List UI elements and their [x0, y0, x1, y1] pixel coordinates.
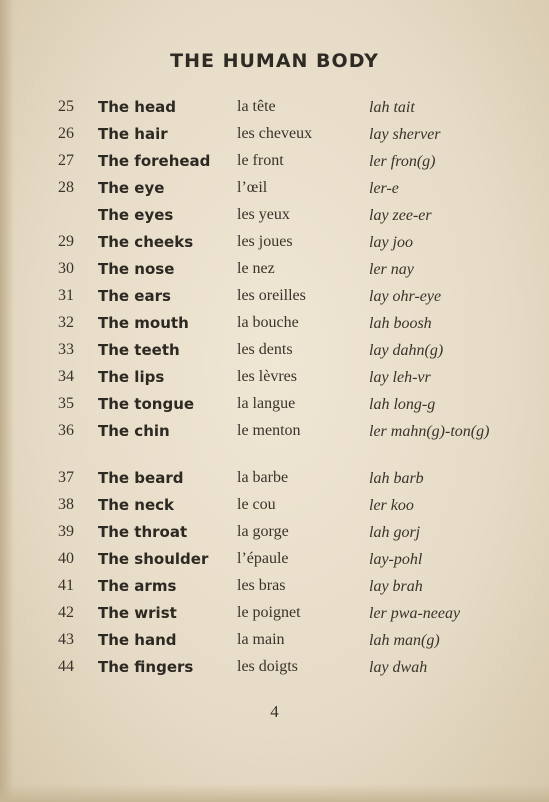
french-term: la tête: [237, 98, 276, 115]
entry-number: 33: [58, 341, 74, 358]
vocabulary-entry: [0, 287, 549, 313]
french-term: les oreilles: [237, 287, 306, 304]
pronunciation: lay sherver: [369, 126, 441, 143]
vocabulary-entry: [0, 422, 549, 448]
entry-number: 38: [58, 496, 74, 513]
french-term: les joues: [237, 233, 293, 250]
entry-number: 39: [58, 523, 74, 540]
entry-number: 34: [58, 368, 74, 385]
vocabulary-entry: [0, 368, 549, 394]
french-term: le cou: [237, 496, 276, 513]
french-term: la main: [237, 631, 285, 648]
english-term: The nose: [98, 260, 175, 278]
pronunciation: ler-e: [369, 180, 399, 197]
entry-number: 27: [58, 152, 74, 169]
french-term: les yeux: [237, 206, 290, 223]
english-term: The forehead: [98, 152, 211, 170]
english-term: The ears: [98, 287, 171, 305]
english-term: The neck: [98, 496, 175, 514]
entry-number: 30: [58, 260, 74, 277]
entry-number: 32: [58, 314, 74, 331]
pronunciation: lay zee-er: [369, 207, 432, 224]
entry-number: 36: [58, 422, 74, 439]
english-term: The mouth: [98, 314, 189, 332]
entry-number: 40: [58, 550, 74, 567]
vocabulary-entry: [0, 206, 549, 232]
entry-number: 29: [58, 233, 74, 250]
vocabulary-entry: [0, 550, 549, 576]
page-title: THE HUMAN BODY: [170, 50, 379, 72]
english-term: The head: [98, 98, 177, 116]
vocabulary-entry: [0, 314, 549, 340]
pronunciation: lah gorj: [369, 524, 421, 541]
vocabulary-entry: [0, 179, 549, 205]
vocabulary-entry: [0, 260, 549, 286]
pronunciation: lay dahn(g): [369, 342, 444, 359]
pronunciation: lay brah: [369, 578, 423, 595]
entry-number: 37: [58, 469, 74, 486]
entry-number: 43: [58, 631, 74, 648]
entry-number: 35: [58, 395, 74, 412]
french-term: le menton: [237, 422, 301, 439]
entry-number: 41: [58, 577, 74, 594]
french-term: la gorge: [237, 523, 289, 540]
french-term: le poignet: [237, 604, 301, 621]
french-term: l’œil: [237, 179, 268, 196]
pronunciation: lay-pohl: [369, 551, 423, 568]
vocabulary-entry: [0, 577, 549, 603]
english-term: The eye: [98, 179, 165, 197]
entry-number: 25: [58, 98, 74, 115]
vocabulary-entry: [0, 233, 549, 259]
page-bottom-shadow: [0, 784, 549, 802]
entry-number: 26: [58, 125, 74, 142]
pronunciation: lay leh-vr: [369, 369, 431, 386]
english-term: The hand: [98, 631, 177, 649]
english-term: The wrist: [98, 604, 177, 622]
vocabulary-entry: [0, 631, 549, 657]
english-term: The lips: [98, 368, 165, 386]
pronunciation: lah boosh: [369, 315, 432, 332]
pronunciation: lay ohr-eye: [369, 288, 442, 305]
french-term: la barbe: [237, 469, 289, 486]
english-term: The shoulder: [98, 550, 209, 568]
french-term: le nez: [237, 260, 275, 277]
pronunciation: ler nay: [369, 261, 414, 278]
pronunciation: lay joo: [369, 234, 413, 251]
english-term: The eyes: [98, 206, 174, 224]
english-term: The cheeks: [98, 233, 194, 251]
english-term: The throat: [98, 523, 188, 541]
vocabulary-entry: [0, 341, 549, 367]
entry-number: 28: [58, 179, 74, 196]
english-term: The tongue: [98, 395, 195, 413]
french-term: les cheveux: [237, 125, 313, 142]
pronunciation: lah long-g: [369, 396, 436, 413]
pronunciation: lay dwah: [369, 659, 428, 676]
page-number: 4: [270, 702, 279, 721]
english-term: The teeth: [98, 341, 180, 359]
english-term: The fingers: [98, 658, 194, 676]
vocabulary-entry: [0, 152, 549, 178]
pronunciation: lah tait: [369, 99, 415, 116]
french-term: l’épaule: [237, 550, 289, 567]
entry-number: 44: [58, 658, 74, 675]
french-term: les lèvres: [237, 368, 297, 385]
french-term: la langue: [237, 395, 296, 412]
pronunciation: ler pwa-neeay: [369, 605, 461, 622]
french-term: les dents: [237, 341, 293, 358]
vocabulary-entry: [0, 125, 549, 151]
vocabulary-entry: [0, 469, 549, 495]
french-term: la bouche: [237, 314, 299, 331]
english-term: The hair: [98, 125, 168, 143]
vocabulary-entry: [0, 496, 549, 522]
english-term: The beard: [98, 469, 184, 487]
english-term: The arms: [98, 577, 177, 595]
french-term: le front: [237, 152, 284, 169]
pronunciation: ler mahn(g)-ton(g): [369, 423, 490, 440]
pronunciation: lah man(g): [369, 632, 440, 649]
vocabulary-entry: [0, 658, 549, 684]
pronunciation: ler fron(g): [369, 153, 436, 170]
english-term: The chin: [98, 422, 170, 440]
vocabulary-entry: [0, 523, 549, 549]
entry-number: 31: [58, 287, 74, 304]
vocabulary-entry: [0, 98, 549, 124]
french-term: les doigts: [237, 658, 298, 675]
pronunciation: lah barb: [369, 470, 424, 487]
entry-number: 42: [58, 604, 74, 621]
pronunciation: ler koo: [369, 497, 414, 514]
french-term: les bras: [237, 577, 286, 594]
vocabulary-entry: [0, 395, 549, 421]
vocabulary-entry: [0, 604, 549, 630]
